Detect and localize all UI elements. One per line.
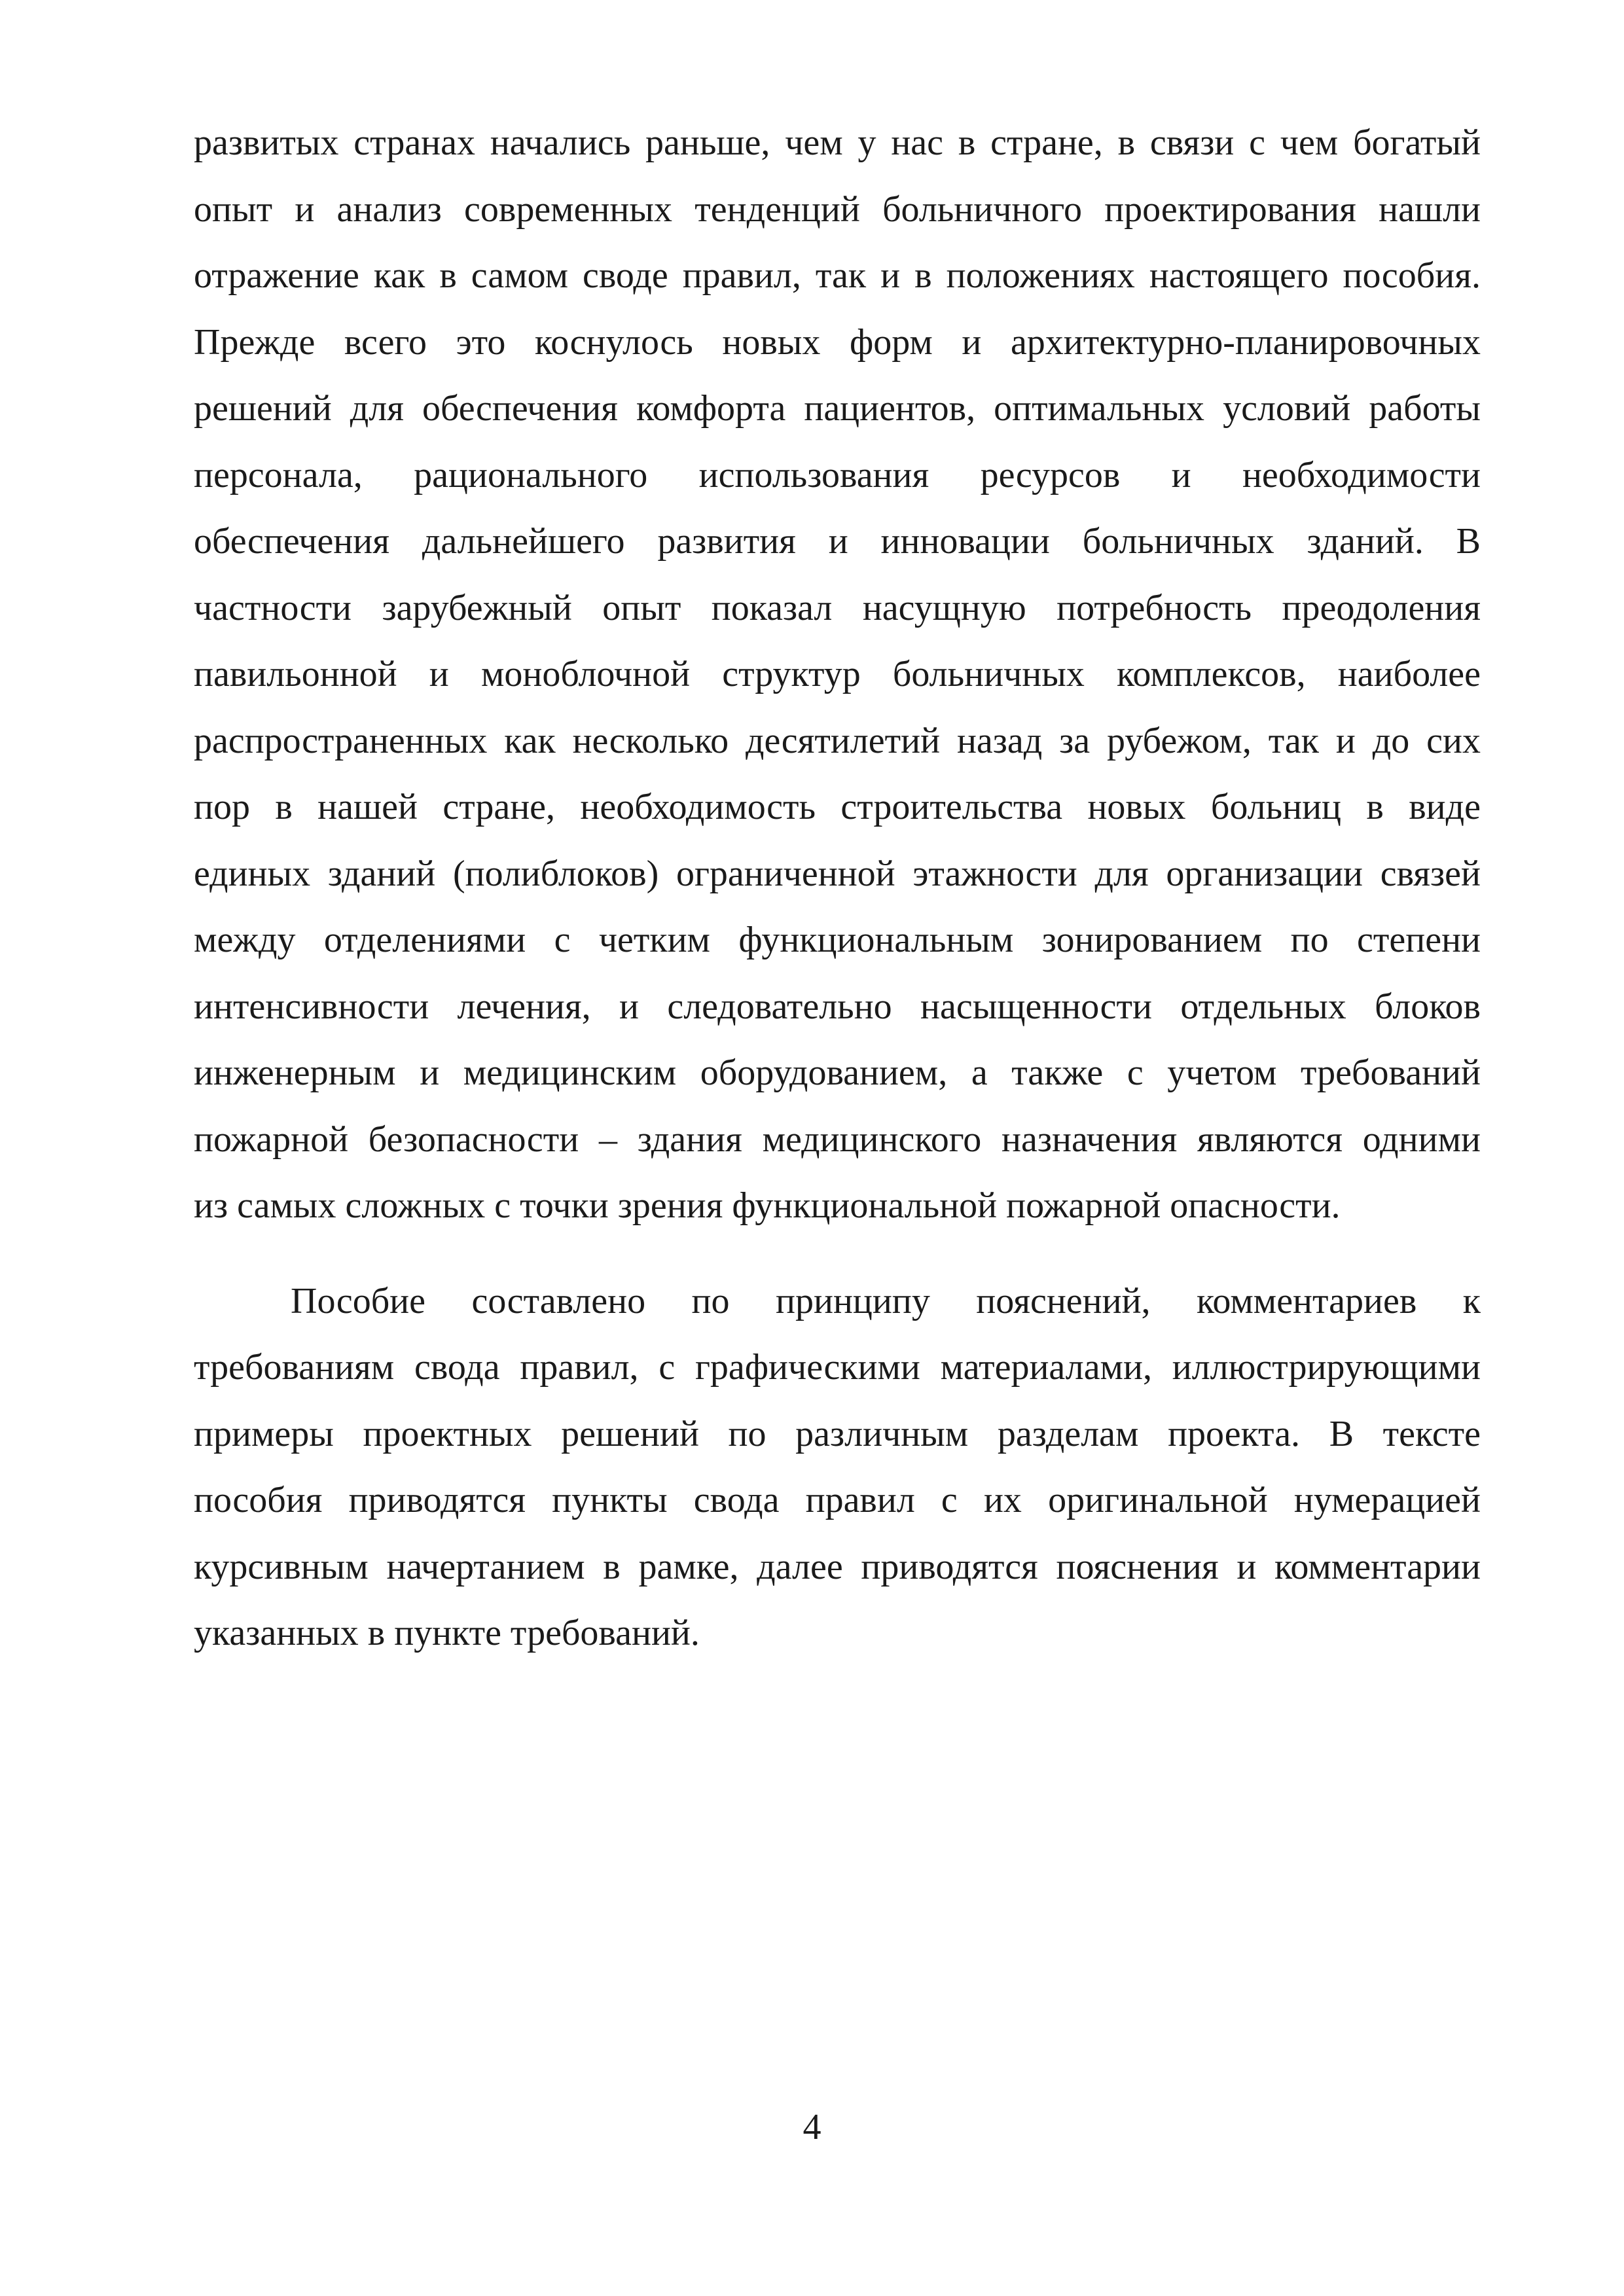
text-line: между отделениями с четким функциональным зонированием по степени xyxy=(194,920,1481,960)
text-line: распространенных как несколько десятилетий назад за рубежом, так и до сих xyxy=(194,720,1481,761)
text-line: опыт и анализ современных тенденций больничного проектирования нашли xyxy=(194,188,1481,230)
page-number: 4 xyxy=(803,2107,821,2147)
text-line: частности зарубежный опыт показал насущную потребность преодоления xyxy=(194,587,1481,628)
text-line: пор в нашей стране, необходимость строительства новых больниц в виде xyxy=(194,787,1481,827)
text-line: отражение как в самом своде правил, так и в положениях настоящего пособия. xyxy=(194,255,1481,296)
text-line: решений для обеспечения комфорта пациентов, оптимальных условий работы xyxy=(194,388,1481,429)
text-line: требованиям свода правил, с графическими материалами, иллюстрирующими xyxy=(194,1347,1481,1388)
text-line: единых зданий (полиблоков) ограниченной этажности для организации связей xyxy=(194,853,1481,894)
text-line: из самых сложных с точки зрения функциональной пожарной опасности. xyxy=(194,1185,1341,1226)
text-line: курсивным начертанием в рамке, далее приводятся пояснения и комментарии xyxy=(194,1546,1481,1587)
text-line: Пособие составлено по принципу пояснений, комментариев к xyxy=(291,1280,1481,1321)
paragraph-spacer xyxy=(194,1240,1481,1268)
paragraph-2 xyxy=(194,1268,1481,1667)
text-line: развитых странах начались раньше, чем у нас в стране, в связи с чем богатый xyxy=(194,122,1481,163)
body-text xyxy=(194,110,1481,1667)
text-line: обеспечения дальнейшего развития и инновации больничных зданий. В xyxy=(194,521,1481,562)
text-line: персонала, рационального использования ресурсов и необходимости xyxy=(194,454,1481,495)
text-line: пособия приводятся пункты свода правил с их оригинальной нумерацией xyxy=(194,1480,1481,1520)
text-line: пожарной безопасности – здания медицинского назначения являются одними xyxy=(194,1119,1481,1160)
text-line: Прежде всего это коснулось новых форм и архитектурно-планировочных xyxy=(194,321,1481,363)
text-line: павильонной и моноблочной структур больничных комплексов, наиболее xyxy=(194,654,1481,694)
text-line: примеры проектных решений по различным разделам проекта. В тексте xyxy=(194,1413,1481,1454)
text-line: указанных в пункте требований. xyxy=(194,1613,700,1653)
text-line: инженерным и медицинским оборудованием, а также с учетом требований xyxy=(194,1052,1481,1093)
paragraph-1 xyxy=(194,110,1481,1240)
text-line: интенсивности лечения, и следовательно насыщенности отдельных блоков xyxy=(194,986,1481,1027)
